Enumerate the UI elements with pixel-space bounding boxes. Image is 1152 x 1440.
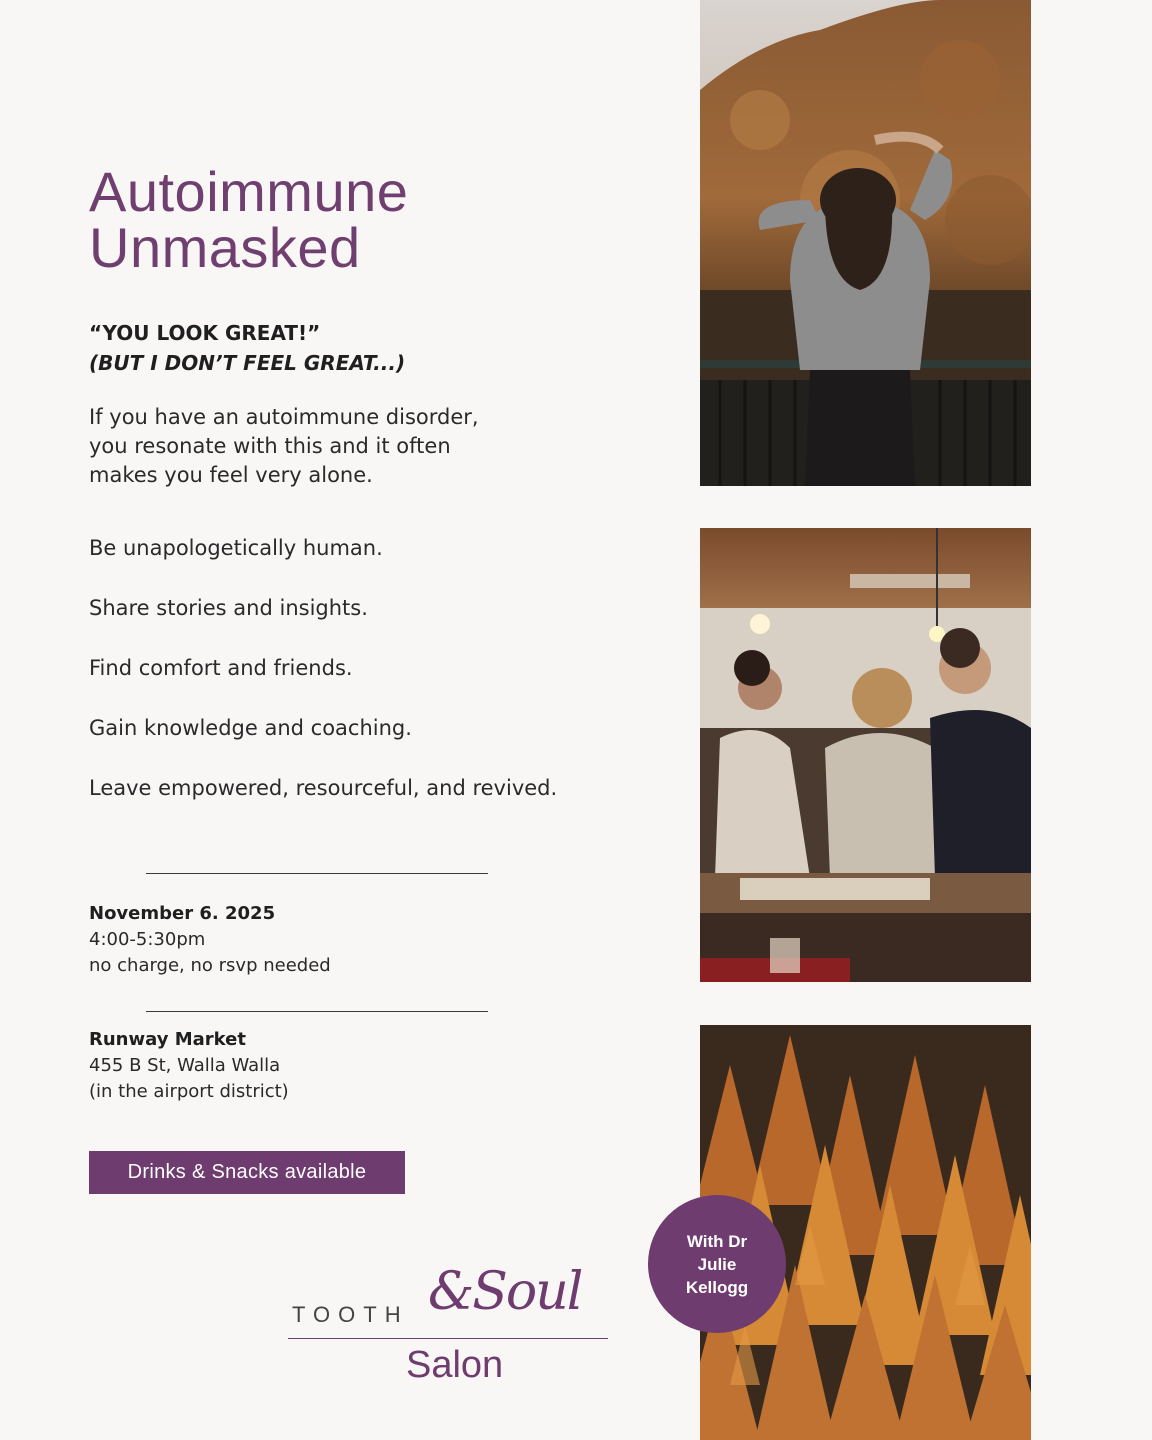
event-details [89, 901, 331, 979]
host-badge [648, 1195, 786, 1333]
venue-name: Runway Market [89, 1029, 246, 1050]
venue-address: 455 B St, Walla Walla [89, 1055, 281, 1076]
photo-woman-at-railing [700, 0, 1031, 486]
badge-line-1: With Dr [686, 1231, 748, 1251]
brand-logo [288, 1262, 648, 1398]
logo-rule [288, 1338, 608, 1339]
divider-top [146, 873, 488, 874]
intro-paragraph [89, 403, 559, 490]
divider-bottom [146, 1011, 488, 1012]
badge-line-3: Kellogg [685, 1277, 749, 1297]
list-item: Share stories and insights. [89, 596, 368, 620]
badge-line-2: Julie [697, 1254, 737, 1274]
logo-soul-script: &Soul [428, 1262, 582, 1322]
logo-tooth-text: TOOTH [292, 1302, 409, 1327]
list-item: Find comfort and friends. [89, 656, 353, 680]
intro-line-2: you resonate with this and it often [89, 434, 451, 458]
event-date: November 6. 2025 [89, 903, 276, 924]
logo-salon-text: Salon [406, 1344, 504, 1386]
drinks-banner: Drinks & Snacks available [89, 1151, 405, 1194]
page-title [89, 160, 649, 279]
list-item: Leave empowered, resourceful, and revived. [89, 776, 558, 800]
title-line-1: Autoimmune [89, 160, 409, 223]
quote-line-2: (BUT I DON’T FEEL GREAT...) [89, 351, 406, 375]
quote-line-1: “YOU LOOK GREAT!” [89, 321, 321, 345]
intro-line-1: If you have an autoimmune disorder, [89, 405, 479, 429]
event-cost: no charge, no rsvp needed [89, 955, 331, 976]
list-item: Gain knowledge and coaching. [89, 716, 412, 740]
photo-people-gathering [700, 528, 1031, 982]
benefits-list [89, 533, 557, 833]
list-item: Be unapologetically human. [89, 536, 383, 560]
intro-line-3: makes you feel very alone. [89, 463, 373, 487]
venue-details [89, 1027, 289, 1105]
venue-note: (in the airport district) [89, 1081, 289, 1102]
quote-block [89, 318, 405, 378]
title-line-2: Unmasked [89, 216, 361, 279]
event-time: 4:00-5:30pm [89, 929, 206, 950]
